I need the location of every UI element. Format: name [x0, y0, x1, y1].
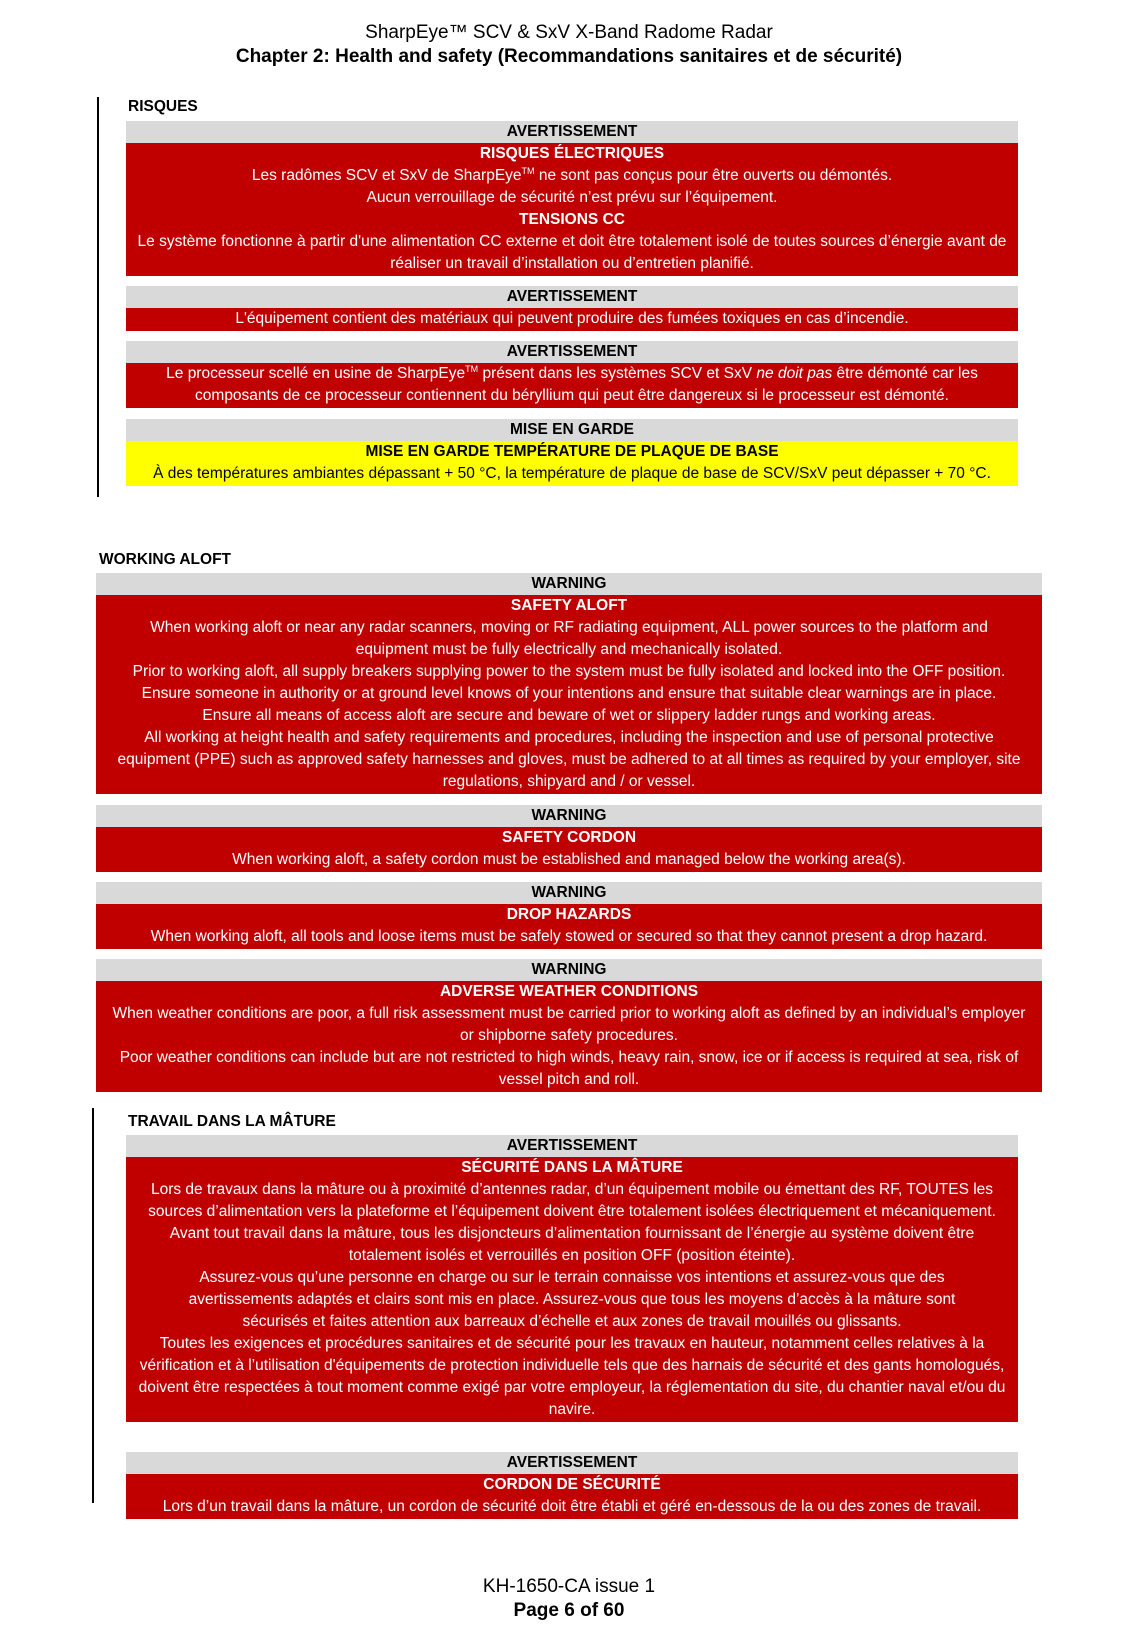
- warning-box-adverse-weather: [96, 959, 1042, 1092]
- section-heading-risques: RISQUES: [128, 98, 198, 115]
- box-text: All working at height health and safety requirements and procedures, including the inspection and use of personal protective equipment (PPE) such as approved safety harnesses and gloves, must be adhered to at all times as required by your employer, site regulations, shipyard and / or vessel.: [117, 729, 1021, 790]
- box-text: Aucun verrouillage de sécurité n’est prévu sur l’équipement.: [366, 189, 778, 206]
- box-header: AVERTISSEMENT: [126, 121, 1018, 143]
- warning-box-securite-mature: [126, 1135, 1018, 1422]
- box-header: AVERTISSEMENT: [126, 286, 1018, 308]
- box-text: Lors de travaux dans la mâture ou à proximité d’antennes radar, d’un équipement mobile ou émettant des RF, TOUTES les sources d’alimentation vers la plateforme et l’équipement doivent être totalement isolées électriquement et mécaniquement.: [148, 1181, 996, 1220]
- box-header: AVERTISSEMENT: [126, 1452, 1018, 1474]
- page-number: Page 6 of 60: [513, 1600, 625, 1621]
- caution-box-base-plate: [126, 419, 1018, 486]
- box-header: WARNING: [96, 573, 1042, 595]
- box-text: Prior to working aloft, all supply breakers supplying power to the system must be fully isolated and locked into the OFF position.: [132, 663, 1006, 680]
- document-number: KH-1650-CA issue 1: [482, 1576, 656, 1597]
- warning-box-beryllium: [126, 341, 1018, 408]
- warning-box-toxic-fumes: [126, 286, 1018, 331]
- box-text: Ensure all means of access aloft are secure and beware of wet or slippery ladder rungs and working areas.: [202, 707, 936, 724]
- box-text: Toutes les exigences et procédures sanitaires et de sécurité pour les travaux en hauteur, notamment celles relatives à la vérification et à l’utilisation d'équipements de protection individuelle tels que des harnais de sécurité et des gants homologués, doivent être respectées à tout moment comme exigé par votre employeur, la réglementation du site, du chantier naval et/ou du navire.: [138, 1335, 1006, 1418]
- box-text: Le processeur scellé en usine de SharpEye™ présent dans les systèmes SCV et SxV ne doit pas être démonté car les composants de ce processeur contiennent du béryllium qui peut être dangereux si le processeur est démonté.: [166, 363, 978, 404]
- box-header: AVERTISSEMENT: [126, 1135, 1018, 1157]
- box-text: Le système fonctionne à partir d'une alimentation CC externe et doit être totalement isolé de toutes sources d’énergie avant de réaliser un travail d’installation ou d’entretien planifié.: [137, 233, 1007, 272]
- box-text: When weather conditions are poor, a full risk assessment must be carried prior to working aloft as defined by an individual’s employer or shipborne safety procedures.: [112, 1005, 1026, 1044]
- box-text: When working aloft, a safety cordon must be established and managed below the working area(s).: [232, 851, 906, 868]
- box-text: À des températures ambiantes dépassant + 50 °C, la température de plaque de base de SCV/SxV peut dépasser + 70 °C.: [153, 465, 991, 482]
- box-header: WARNING: [96, 805, 1042, 827]
- change-bar: [97, 97, 99, 497]
- section-heading-working-aloft: WORKING ALOFT: [99, 551, 232, 568]
- document-title: SharpEye™ SCV & SxV X-Band Radome Radar: [365, 22, 773, 43]
- box-title: DROP HAZARDS: [506, 906, 632, 923]
- box-title: ADVERSE WEATHER CONDITIONS: [439, 983, 699, 1000]
- box-title: TENSIONS CC: [519, 211, 625, 228]
- warning-box-safety-aloft: [96, 573, 1042, 794]
- chapter-title: Chapter 2: Health and safety (Recommandations sanitaires et de sécurité): [235, 46, 903, 67]
- box-title: SÉCURITÉ DANS LA MÂTURE: [461, 1159, 683, 1176]
- warning-box-electrical: [126, 121, 1018, 276]
- warning-box-cordon-securite: [126, 1452, 1018, 1519]
- box-title: RISQUES ÉLECTRIQUES: [479, 145, 665, 162]
- box-text: Lors d’un travail dans la mâture, un cordon de sécurité doit être établi et géré en-dessous de la ou des zones de travail.: [162, 1498, 982, 1515]
- box-text: Ensure someone in authority or at ground level knows of your intentions and ensure that suitable clear warnings are in place.: [141, 685, 997, 702]
- box-text: L'équipement contient des matériaux qui peuvent produire des fumées toxiques en cas d’incendie.: [235, 310, 909, 327]
- box-text: Assurez-vous qu’une personne en charge ou sur le terrain connaisse vos intentions et assurez-vous que des avertissements adaptés et clairs sont mis en place. Assurez-vous que tous les moyens d’accès à la mâture sont sécurisés et faites attention aux barreaux d’échelle et aux zones de travail mouillés ou glissants.: [188, 1269, 956, 1330]
- box-header: AVERTISSEMENT: [126, 341, 1018, 363]
- box-title: SAFETY ALOFT: [510, 597, 628, 614]
- change-bar: [92, 1108, 94, 1503]
- box-title: CORDON DE SÉCURITÉ: [483, 1476, 661, 1493]
- warning-box-drop-hazards: [96, 882, 1042, 949]
- box-title: SAFETY CORDON: [501, 829, 637, 846]
- box-header: WARNING: [96, 959, 1042, 981]
- box-text: Les radômes SCV et SxV de SharpEye™ ne sont pas conçus pour être ouverts ou démontés.: [251, 165, 893, 184]
- box-header: WARNING: [96, 882, 1042, 904]
- section-heading-travail-mature: TRAVAIL DANS LA MÂTURE: [128, 1113, 336, 1130]
- box-header: MISE EN GARDE: [126, 419, 1018, 441]
- box-text: When working aloft, all tools and loose items must be safely stowed or secured so that they cannot present a drop hazard.: [150, 928, 988, 945]
- warning-box-safety-cordon: [96, 805, 1042, 872]
- box-text: When working aloft or near any radar scanners, moving or RF radiating equipment, ALL power sources to the platform and equipment must be fully electrically and mechanically isolated.: [150, 619, 988, 658]
- box-title: MISE EN GARDE TEMPÉRATURE DE PLAQUE DE BASE: [365, 443, 779, 460]
- box-text: Poor weather conditions can include but are not restricted to high winds, heavy rain, snow, ice or if access is required at sea, risk of vessel pitch and roll.: [119, 1049, 1019, 1088]
- box-text: Avant tout travail dans la mâture, tous les disjoncteurs d’alimentation fournissant de l’énergie au système doivent être totalement isolés et verrouillés en position OFF (position éteinte).: [169, 1225, 975, 1264]
